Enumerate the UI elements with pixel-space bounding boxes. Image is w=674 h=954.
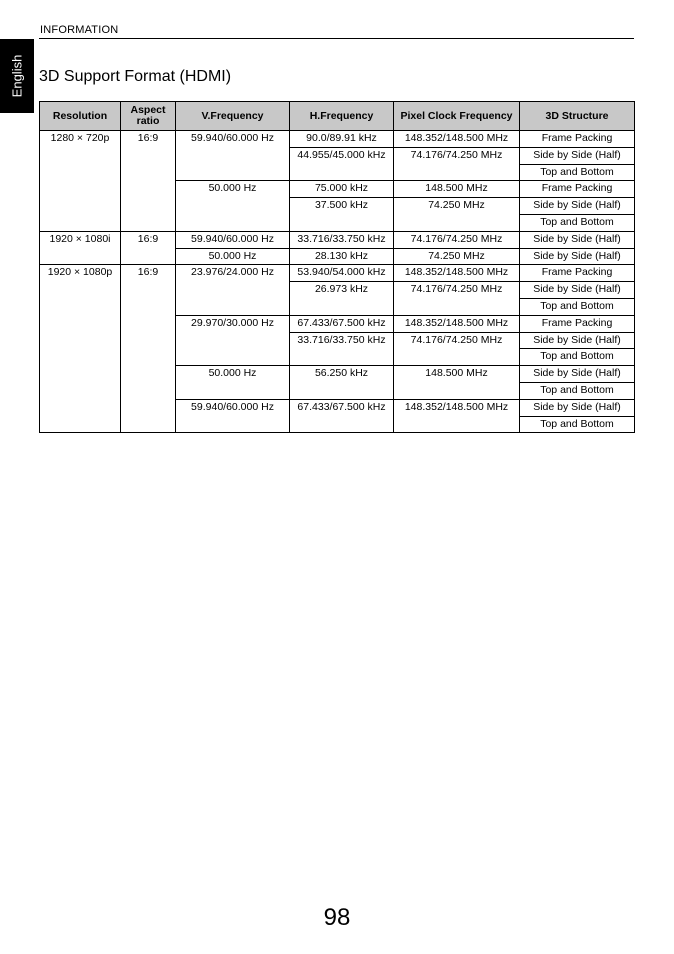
aspect-cell: 16:9 bbox=[121, 265, 176, 433]
h-frequency-cell: 33.716/33.750 kHz bbox=[290, 231, 394, 248]
table-row bbox=[40, 231, 635, 248]
table-header-row bbox=[40, 102, 635, 131]
aspect-cell: 16:9 bbox=[121, 131, 176, 232]
structure-cell: Side by Side (Half) bbox=[520, 366, 635, 383]
column-header-aspect-ratio: Aspect ratio bbox=[121, 102, 176, 131]
structure-cell: Top and Bottom bbox=[520, 416, 635, 433]
page-number: 98 bbox=[323, 904, 351, 931]
resolution-cell: 1280 × 720p bbox=[40, 131, 121, 232]
h-frequency-cell: 26.973 kHz bbox=[290, 282, 394, 316]
language-tab-label: English bbox=[9, 54, 25, 98]
structure-cell: Side by Side (Half) bbox=[520, 248, 635, 265]
v-frequency-cell: 29.970/30.000 Hz bbox=[176, 315, 290, 365]
structure-cell: Frame Packing bbox=[520, 315, 635, 332]
pixel-clock-cell: 74.250 MHz bbox=[394, 198, 520, 232]
structure-cell: Top and Bottom bbox=[520, 298, 635, 315]
h-frequency-cell: 67.433/67.500 kHz bbox=[290, 399, 394, 433]
structure-cell: Top and Bottom bbox=[520, 349, 635, 366]
header-rule bbox=[39, 38, 634, 39]
h-frequency-cell: 28.130 kHz bbox=[290, 248, 394, 265]
aspect-cell: 16:9 bbox=[121, 231, 176, 265]
table-row bbox=[40, 131, 635, 148]
structure-cell: Top and Bottom bbox=[520, 164, 635, 181]
h-frequency-cell: 53.940/54.000 kHz bbox=[290, 265, 394, 282]
pixel-clock-cell: 148.352/148.500 MHz bbox=[394, 399, 520, 433]
h-frequency-cell: 75.000 kHz bbox=[290, 181, 394, 198]
structure-cell: Top and Bottom bbox=[520, 214, 635, 231]
v-frequency-cell: 23.976/24.000 Hz bbox=[176, 265, 290, 315]
pixel-clock-cell: 148.500 MHz bbox=[394, 181, 520, 198]
v-frequency-cell: 59.940/60.000 Hz bbox=[176, 231, 290, 248]
pixel-clock-cell: 74.250 MHz bbox=[394, 248, 520, 265]
pixel-clock-cell: 148.352/148.500 MHz bbox=[394, 265, 520, 282]
resolution-cell: 1920 × 1080p bbox=[40, 265, 121, 433]
format-table bbox=[39, 101, 635, 433]
h-frequency-cell: 56.250 kHz bbox=[290, 366, 394, 400]
h-frequency-cell: 33.716/33.750 kHz bbox=[290, 332, 394, 366]
column-header-h-frequency: H.Frequency bbox=[290, 102, 394, 131]
structure-cell: Top and Bottom bbox=[520, 382, 635, 399]
v-frequency-cell: 50.000 Hz bbox=[176, 366, 290, 400]
pixel-clock-cell: 74.176/74.250 MHz bbox=[394, 332, 520, 366]
structure-cell: Frame Packing bbox=[520, 181, 635, 198]
table-row bbox=[40, 265, 635, 282]
structure-cell: Side by Side (Half) bbox=[520, 198, 635, 215]
v-frequency-cell: 59.940/60.000 Hz bbox=[176, 131, 290, 181]
h-frequency-cell: 44.955/45.000 kHz bbox=[290, 147, 394, 181]
structure-cell: Side by Side (Half) bbox=[520, 399, 635, 416]
structure-cell: Frame Packing bbox=[520, 265, 635, 282]
pixel-clock-cell: 74.176/74.250 MHz bbox=[394, 147, 520, 181]
structure-cell: Side by Side (Half) bbox=[520, 332, 635, 349]
structure-cell: Frame Packing bbox=[520, 131, 635, 148]
structure-cell: Side by Side (Half) bbox=[520, 147, 635, 164]
h-frequency-cell: 37.500 kHz bbox=[290, 198, 394, 232]
section-label: INFORMATION bbox=[40, 24, 119, 36]
column-header-3d-structure: 3D Structure bbox=[520, 102, 635, 131]
column-header-resolution: Resolution bbox=[40, 102, 121, 131]
structure-cell: Side by Side (Half) bbox=[520, 282, 635, 299]
v-frequency-cell: 50.000 Hz bbox=[176, 248, 290, 265]
pixel-clock-cell: 148.352/148.500 MHz bbox=[394, 315, 520, 332]
h-frequency-cell: 90.0/89.91 kHz bbox=[290, 131, 394, 148]
pixel-clock-cell: 148.352/148.500 MHz bbox=[394, 131, 520, 148]
pixel-clock-cell: 74.176/74.250 MHz bbox=[394, 282, 520, 316]
h-frequency-cell: 67.433/67.500 kHz bbox=[290, 315, 394, 332]
column-header-v-frequency: V.Frequency bbox=[176, 102, 290, 131]
v-frequency-cell: 59.940/60.000 Hz bbox=[176, 399, 290, 433]
pixel-clock-cell: 74.176/74.250 MHz bbox=[394, 231, 520, 248]
language-tab bbox=[0, 39, 34, 113]
column-header-pixel-clock: Pixel Clock Frequency bbox=[394, 102, 520, 131]
structure-cell: Side by Side (Half) bbox=[520, 231, 635, 248]
page-title: 3D Support Format (HDMI) bbox=[39, 68, 232, 85]
pixel-clock-cell: 148.500 MHz bbox=[394, 366, 520, 400]
resolution-cell: 1920 × 1080i bbox=[40, 231, 121, 265]
v-frequency-cell: 50.000 Hz bbox=[176, 181, 290, 231]
